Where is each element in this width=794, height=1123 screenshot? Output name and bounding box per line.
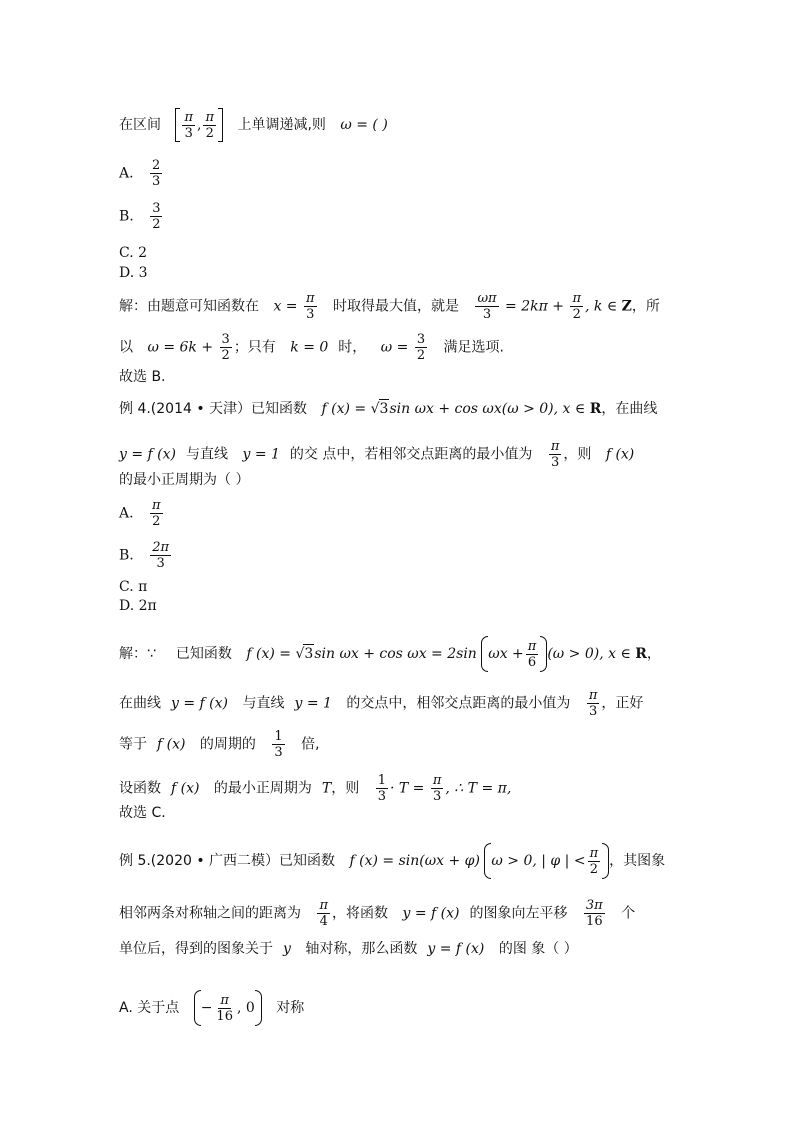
option-4c: C. π (119, 579, 148, 595)
solution-2-line-4: 设函数 f (x) 的最小正周期为 T，则 $\frac{1}{3}$ · T = $\frac{\pi}{3}$ , ∴ T = π, (119, 773, 512, 804)
solution-2-line-1: 解：∵ 已知函数 f (x) = √3sin ωx + cos ωx = 2sin ωx + $\frac{\pi}{6}$ (ω > 0), x ∈ R， (119, 636, 661, 672)
answer-2: 故选 C. (119, 805, 166, 821)
option-5a: A. 关于点 − $\frac{\pi}{16}$ , 0 对称 (119, 990, 304, 1026)
answer-1: 故选 B. (119, 369, 166, 385)
example-4-line-3: 的最小正周期为（ ） (119, 472, 250, 488)
solution-1-line-2: 以 ω = 6k + $\frac{3}{2}$ ；只有 k = 0 时， ω = $\frac{3}{2}$ 满足选项. (119, 332, 504, 363)
text: 在区间 (119, 117, 161, 133)
example-4-line-1: 例 4.(2014 • 天津）已知函数 f (x) = √3sin ωx + cos ωx(ω > 0), x ∈ R，在曲线 (119, 401, 658, 417)
solution-1-line-1: 解：由题意可知函数在 x = $\frac{\pi}{3}$ 时取得最大值，就是 $\frac{\omega\pi}{3}$ = 2kπ + $\frac{\pi}{2}$ , k ∈ Z，所 (119, 291, 660, 322)
text: 上单调递减,则 (237, 117, 326, 133)
option-4d: D. 2π (119, 598, 157, 614)
example-5-line-1: 例 5.(2020 • 广西二模）已知函数 f (x) = sin(ωx + φ) ω > 0, | φ | < $\frac{\pi}{2}$ ，其图象 (119, 843, 665, 879)
option-4b: B. $\frac{2\pi}{3}$ (119, 540, 170, 571)
example-5-line-3: 单位后，得到的图象关于 y 轴对称，那么函数 y = f (x) 的图 象（ ） (119, 941, 578, 957)
example-4-line-2: y = f (x) 与直线 y = 1 的交 点中，若相邻交点距离的最小值为 $\frac{\pi}{3}$ ，则 f (x) (119, 439, 635, 470)
math: ω = ( ) (340, 117, 388, 133)
option-4a: A. $\frac{\pi}{2}$ (119, 498, 161, 529)
interval-line (119, 108, 388, 142)
interval: $\frac{\pi}{3}$ , $\frac{\pi}{2}$ (175, 108, 223, 142)
example-5-line-2: 相邻两条对称轴之间的距离为 $\frac{\pi}{4}$ ，将函数 y = f (x) 的图象向左平移 $\frac{3\pi}{16}$ 个 (119, 898, 636, 929)
option-b: B. $\frac{3}{2}$ (119, 201, 161, 232)
option-d: D. 3 (119, 265, 148, 281)
option-a: A. $\frac{2}{3}$ (119, 158, 161, 189)
solution-2-line-3: 等于 f (x) 的周期的 $\frac{1}{3}$ 倍, (119, 729, 320, 760)
option-c: C. 2 (119, 245, 148, 261)
solution-2-line-2: 在曲线 y = f (x) 与直线 y = 1 的交点中，相邻交点距离的最小值为 $\frac{\pi}{3}$ ，正好 (119, 688, 644, 719)
